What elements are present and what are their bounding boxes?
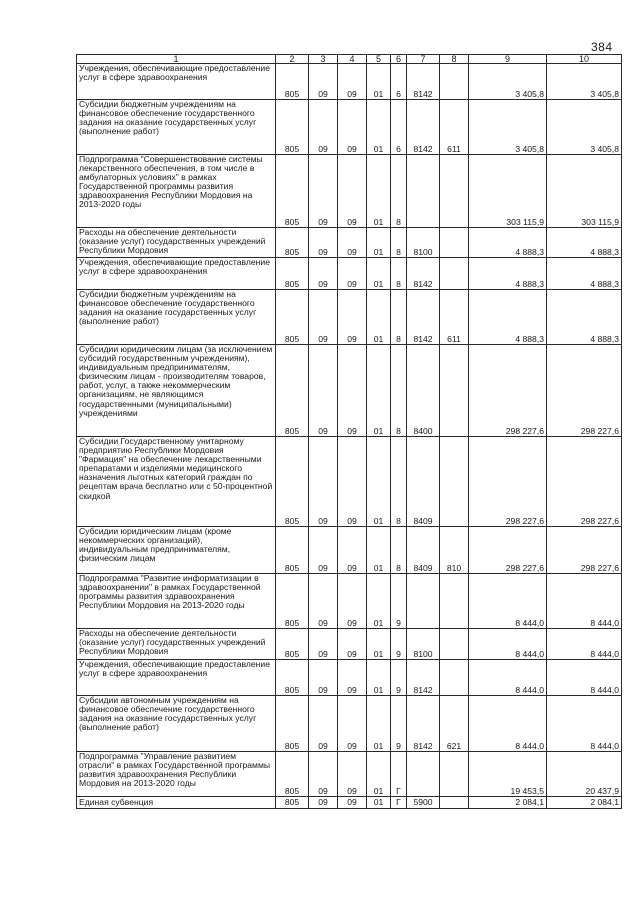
cell-amount-year-2: 20 437,9	[547, 752, 622, 797]
cell-subprogram: Г	[391, 752, 407, 797]
cell-ministry-code: 805	[276, 797, 309, 809]
table-row	[77, 629, 622, 660]
cell-amount-year-1: 2 084,1	[469, 797, 547, 809]
cell-ministry-code: 805	[276, 574, 309, 629]
cell-expense-type	[440, 155, 469, 228]
row-name: Субсидии Государственному унитарному предприятию Республики Мордовия "Фармация" на обеспечение лекарственными препаратами и изделиями медицинского назначения льготных категорий граждан по рецептам врача бесплатно или с 50-процентной скидкой	[77, 437, 276, 527]
row-name: Расходы на обеспечение деятельности (оказание услуг) государственных учреждений Республики Мордовия	[77, 629, 276, 660]
cell-target-article	[407, 752, 440, 797]
cell-amount-year-1: 19 453,5	[469, 752, 547, 797]
cell-amount-year-2: 4 888,3	[547, 290, 622, 345]
cell-subsection: 09	[338, 290, 367, 345]
cell-program: 01	[367, 574, 391, 629]
cell-section: 09	[309, 64, 338, 100]
cell-target-article: 8142	[407, 258, 440, 290]
cell-expense-type	[440, 752, 469, 797]
cell-ministry-code: 805	[276, 228, 309, 258]
cell-subsection: 09	[338, 527, 367, 574]
cell-subsection: 09	[338, 345, 367, 437]
cell-section: 09	[309, 629, 338, 660]
cell-program: 01	[367, 527, 391, 574]
cell-ministry-code: 805	[276, 527, 309, 574]
column-header: 7	[407, 55, 440, 64]
cell-amount-year-1: 4 888,3	[469, 290, 547, 345]
cell-expense-type	[440, 797, 469, 809]
cell-section: 09	[309, 527, 338, 574]
cell-section: 09	[309, 660, 338, 696]
cell-program: 01	[367, 290, 391, 345]
cell-amount-year-2: 2 084,1	[547, 797, 622, 809]
cell-subprogram: 6	[391, 100, 407, 155]
cell-amount-year-1: 8 444,0	[469, 574, 547, 629]
cell-amount-year-1: 3 405,8	[469, 100, 547, 155]
column-header: 1	[77, 55, 276, 64]
cell-subsection: 09	[338, 100, 367, 155]
cell-amount-year-2: 8 444,0	[547, 629, 622, 660]
row-name: Единая субвенция	[77, 797, 276, 809]
cell-program: 01	[367, 629, 391, 660]
row-name: Подпрограмма "Управление развитием отрасли" в рамках Государственной программы развития здравоохранения Республики Мордовия на 2013-2020 годы	[77, 752, 276, 797]
cell-ministry-code: 805	[276, 290, 309, 345]
table-row	[77, 345, 622, 437]
cell-subsection: 09	[338, 660, 367, 696]
cell-expense-type	[440, 629, 469, 660]
column-header: 10	[547, 55, 622, 64]
cell-program: 01	[367, 437, 391, 527]
cell-subprogram: 8	[391, 290, 407, 345]
cell-target-article: 8409	[407, 527, 440, 574]
cell-amount-year-2: 8 444,0	[547, 696, 622, 752]
cell-amount-year-1: 3 405,8	[469, 64, 547, 100]
cell-subsection: 09	[338, 258, 367, 290]
row-name: Подпрограмма "Развитие информатизации в здравоохранении" в рамках Государственной программы развития здравоохранения Республики Мордовия на 2013-2020 годы	[77, 574, 276, 629]
budget-table	[76, 54, 622, 809]
row-name: Подпрограмма "Совершенствование системы лекарственного обеспечения, в том числе в амбулаторных условиях" в рамках Государственной программы развития здравоохранения Республики Мордовия на 2013-2020 годы	[77, 155, 276, 228]
cell-subprogram: 8	[391, 345, 407, 437]
cell-amount-year-2: 298 227,6	[547, 437, 622, 527]
cell-amount-year-2: 298 227,6	[547, 527, 622, 574]
cell-target-article: 8142	[407, 64, 440, 100]
row-name: Учреждения, обеспечивающие предоставление услуг в сфере здравоохранения	[77, 660, 276, 696]
cell-section: 09	[309, 100, 338, 155]
cell-amount-year-2: 303 115,9	[547, 155, 622, 228]
cell-subprogram: 6	[391, 64, 407, 100]
cell-target-article: 5900	[407, 797, 440, 809]
cell-expense-type: 621	[440, 696, 469, 752]
table-row	[77, 100, 622, 155]
cell-amount-year-2: 298 227,6	[547, 345, 622, 437]
cell-target-article	[407, 574, 440, 629]
cell-target-article: 8409	[407, 437, 440, 527]
cell-program: 01	[367, 228, 391, 258]
cell-expense-type: 810	[440, 527, 469, 574]
cell-section: 09	[309, 797, 338, 809]
table-row	[77, 290, 622, 345]
cell-expense-type	[440, 228, 469, 258]
cell-program: 01	[367, 100, 391, 155]
column-header: 4	[338, 55, 367, 64]
cell-ministry-code: 805	[276, 437, 309, 527]
cell-section: 09	[309, 752, 338, 797]
row-name: Субсидии бюджетным учреждениям на финансовое обеспечение государственного задания на оказание государственных услуг (выполнение работ)	[77, 290, 276, 345]
cell-target-article: 8142	[407, 660, 440, 696]
cell-amount-year-2: 3 405,8	[547, 100, 622, 155]
cell-subsection: 09	[338, 228, 367, 258]
cell-subprogram: 9	[391, 574, 407, 629]
cell-target-article: 8100	[407, 228, 440, 258]
cell-expense-type	[440, 64, 469, 100]
table-row	[77, 228, 622, 258]
cell-section: 09	[309, 437, 338, 527]
table-row	[77, 696, 622, 752]
table-row	[77, 64, 622, 100]
cell-ministry-code: 805	[276, 660, 309, 696]
cell-program: 01	[367, 64, 391, 100]
cell-expense-type	[440, 437, 469, 527]
cell-expense-type	[440, 660, 469, 696]
cell-subsection: 09	[338, 696, 367, 752]
cell-subprogram: 8	[391, 437, 407, 527]
cell-ministry-code: 805	[276, 696, 309, 752]
cell-subsection: 09	[338, 574, 367, 629]
cell-ministry-code: 805	[276, 752, 309, 797]
cell-program: 01	[367, 797, 391, 809]
cell-subsection: 09	[338, 64, 367, 100]
cell-target-article	[407, 155, 440, 228]
cell-program: 01	[367, 660, 391, 696]
table-row	[77, 527, 622, 574]
cell-subprogram: 9	[391, 696, 407, 752]
cell-ministry-code: 805	[276, 258, 309, 290]
cell-subprogram: 8	[391, 155, 407, 228]
column-header: 5	[367, 55, 391, 64]
column-number-row	[77, 55, 622, 64]
cell-ministry-code: 805	[276, 100, 309, 155]
row-name: Учреждения, обеспечивающие предоставление услуг в сфере здравоохранения	[77, 258, 276, 290]
cell-expense-type	[440, 258, 469, 290]
cell-section: 09	[309, 290, 338, 345]
cell-amount-year-1: 8 444,0	[469, 629, 547, 660]
row-name: Субсидии юридическим лицам (за исключением субсидий государственным учреждениям), индивидуальным предпринимателям, физическим лицам - производителям товаров, работ, услуг, а также некоммерческим организациям, не являющимся государственными (муниципальными) учреждениями	[77, 345, 276, 437]
cell-section: 09	[309, 574, 338, 629]
cell-amount-year-1: 298 227,6	[469, 437, 547, 527]
cell-amount-year-2: 8 444,0	[547, 660, 622, 696]
row-name: Расходы на обеспечение деятельности (оказание услуг) государственных учреждений Республики Мордовия	[77, 228, 276, 258]
cell-program: 01	[367, 696, 391, 752]
cell-subprogram: 9	[391, 660, 407, 696]
cell-amount-year-1: 298 227,6	[469, 345, 547, 437]
cell-expense-type: 611	[440, 290, 469, 345]
cell-amount-year-1: 8 444,0	[469, 660, 547, 696]
cell-ministry-code: 805	[276, 64, 309, 100]
table-row	[77, 258, 622, 290]
cell-amount-year-2: 8 444,0	[547, 574, 622, 629]
cell-ministry-code: 805	[276, 155, 309, 228]
cell-amount-year-1: 4 888,3	[469, 258, 547, 290]
column-header: 2	[276, 55, 309, 64]
page-number: 384	[591, 40, 613, 54]
cell-expense-type	[440, 345, 469, 437]
cell-target-article: 8142	[407, 100, 440, 155]
row-name: Учреждения, обеспечивающие предоставление услуг в сфере здравоохранения	[77, 64, 276, 100]
cell-subprogram: Г	[391, 797, 407, 809]
cell-amount-year-2: 3 405,8	[547, 64, 622, 100]
cell-subprogram: 8	[391, 228, 407, 258]
cell-target-article: 8400	[407, 345, 440, 437]
column-header: 8	[440, 55, 469, 64]
cell-program: 01	[367, 155, 391, 228]
cell-target-article: 8142	[407, 696, 440, 752]
cell-section: 09	[309, 696, 338, 752]
cell-program: 01	[367, 345, 391, 437]
cell-section: 09	[309, 258, 338, 290]
table-row	[77, 437, 622, 527]
row-name: Субсидии юридическим лицам (кроме некоммерческих организаций), индивидуальным предпринимателям, физическим лицам	[77, 527, 276, 574]
cell-subsection: 09	[338, 155, 367, 228]
cell-subsection: 09	[338, 629, 367, 660]
cell-program: 01	[367, 258, 391, 290]
cell-ministry-code: 805	[276, 345, 309, 437]
cell-subsection: 09	[338, 797, 367, 809]
cell-subsection: 09	[338, 437, 367, 527]
cell-subprogram: 8	[391, 527, 407, 574]
cell-target-article: 8100	[407, 629, 440, 660]
table-row	[77, 155, 622, 228]
cell-section: 09	[309, 155, 338, 228]
cell-expense-type: 611	[440, 100, 469, 155]
cell-section: 09	[309, 345, 338, 437]
cell-ministry-code: 805	[276, 629, 309, 660]
cell-amount-year-1: 4 888,3	[469, 228, 547, 258]
column-header: 3	[309, 55, 338, 64]
table-row	[77, 574, 622, 629]
cell-amount-year-2: 4 888,3	[547, 258, 622, 290]
cell-amount-year-1: 303 115,9	[469, 155, 547, 228]
cell-section: 09	[309, 228, 338, 258]
cell-amount-year-1: 8 444,0	[469, 696, 547, 752]
cell-amount-year-2: 4 888,3	[547, 228, 622, 258]
cell-subprogram: 8	[391, 258, 407, 290]
table-row	[77, 660, 622, 696]
cell-amount-year-1: 298 227,6	[469, 527, 547, 574]
cell-expense-type	[440, 574, 469, 629]
cell-target-article: 8142	[407, 290, 440, 345]
cell-subprogram: 9	[391, 629, 407, 660]
row-name: Субсидии бюджетным учреждениям на финансовое обеспечение государственного задания на оказание государственных услуг (выполнение работ)	[77, 100, 276, 155]
table-row	[77, 797, 622, 809]
table-row	[77, 752, 622, 797]
column-header: 9	[469, 55, 547, 64]
column-header: 6	[391, 55, 407, 64]
row-name: Субсидии автономным учреждениям на финансовое обеспечение государственного задания на оказание государственных услуг (выполнение работ)	[77, 696, 276, 752]
cell-program: 01	[367, 752, 391, 797]
cell-subsection: 09	[338, 752, 367, 797]
